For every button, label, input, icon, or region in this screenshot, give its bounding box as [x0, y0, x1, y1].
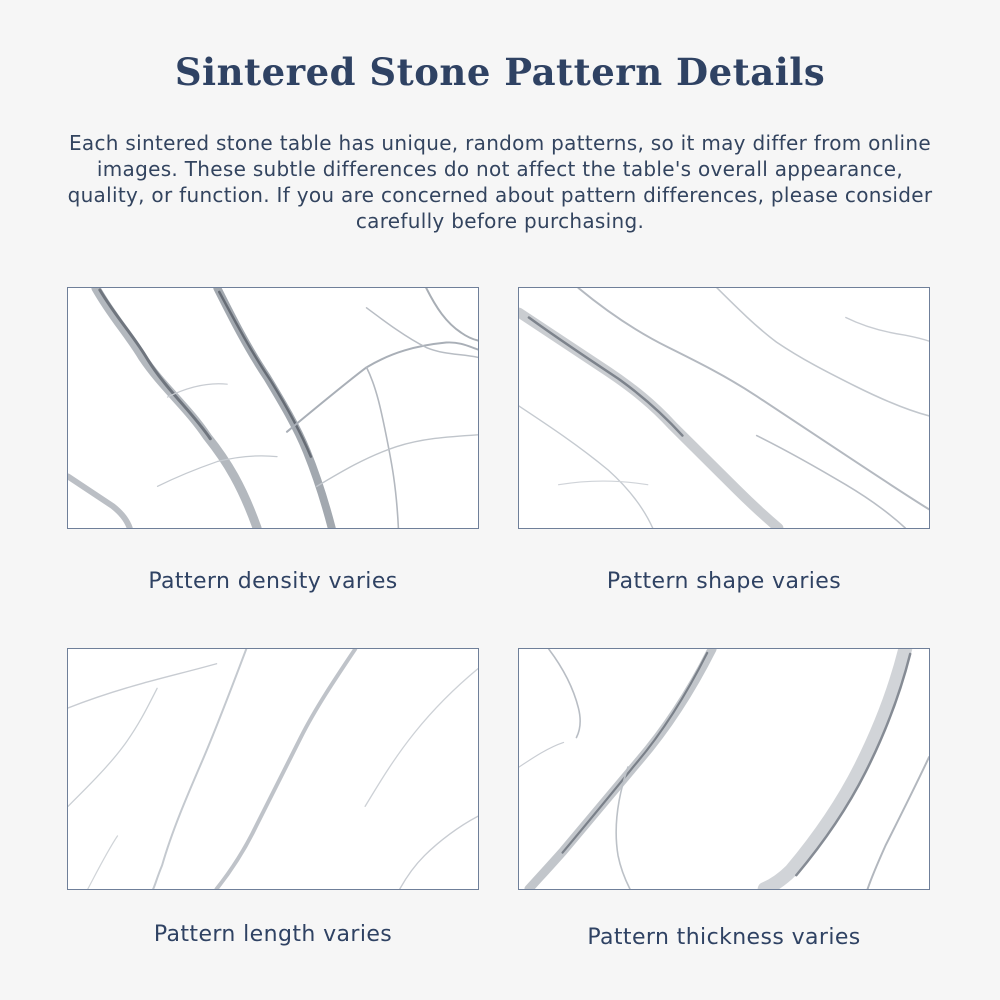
caption-shape: Pattern shape varies: [606, 569, 842, 594]
marble-image-thickness: [518, 648, 930, 890]
description-text: Each sintered stone table has unique, random patterns, so it may differ from online images. These subtle differences do not affect the table's overall appearance, quality, or function. If you are concerned about pattern differences, please consider carefully before purchasing.: [67, 131, 933, 233]
caption-length: Pattern length varies: [153, 922, 393, 947]
caption-density: Pattern density varies: [148, 569, 398, 594]
page-title: Sintered Stone Pattern Details: [174, 50, 826, 94]
marble-image-density: [67, 287, 479, 529]
marble-image-length: [67, 648, 479, 890]
caption-thickness: Pattern thickness varies: [587, 925, 861, 950]
marble-image-shape: [518, 287, 930, 529]
